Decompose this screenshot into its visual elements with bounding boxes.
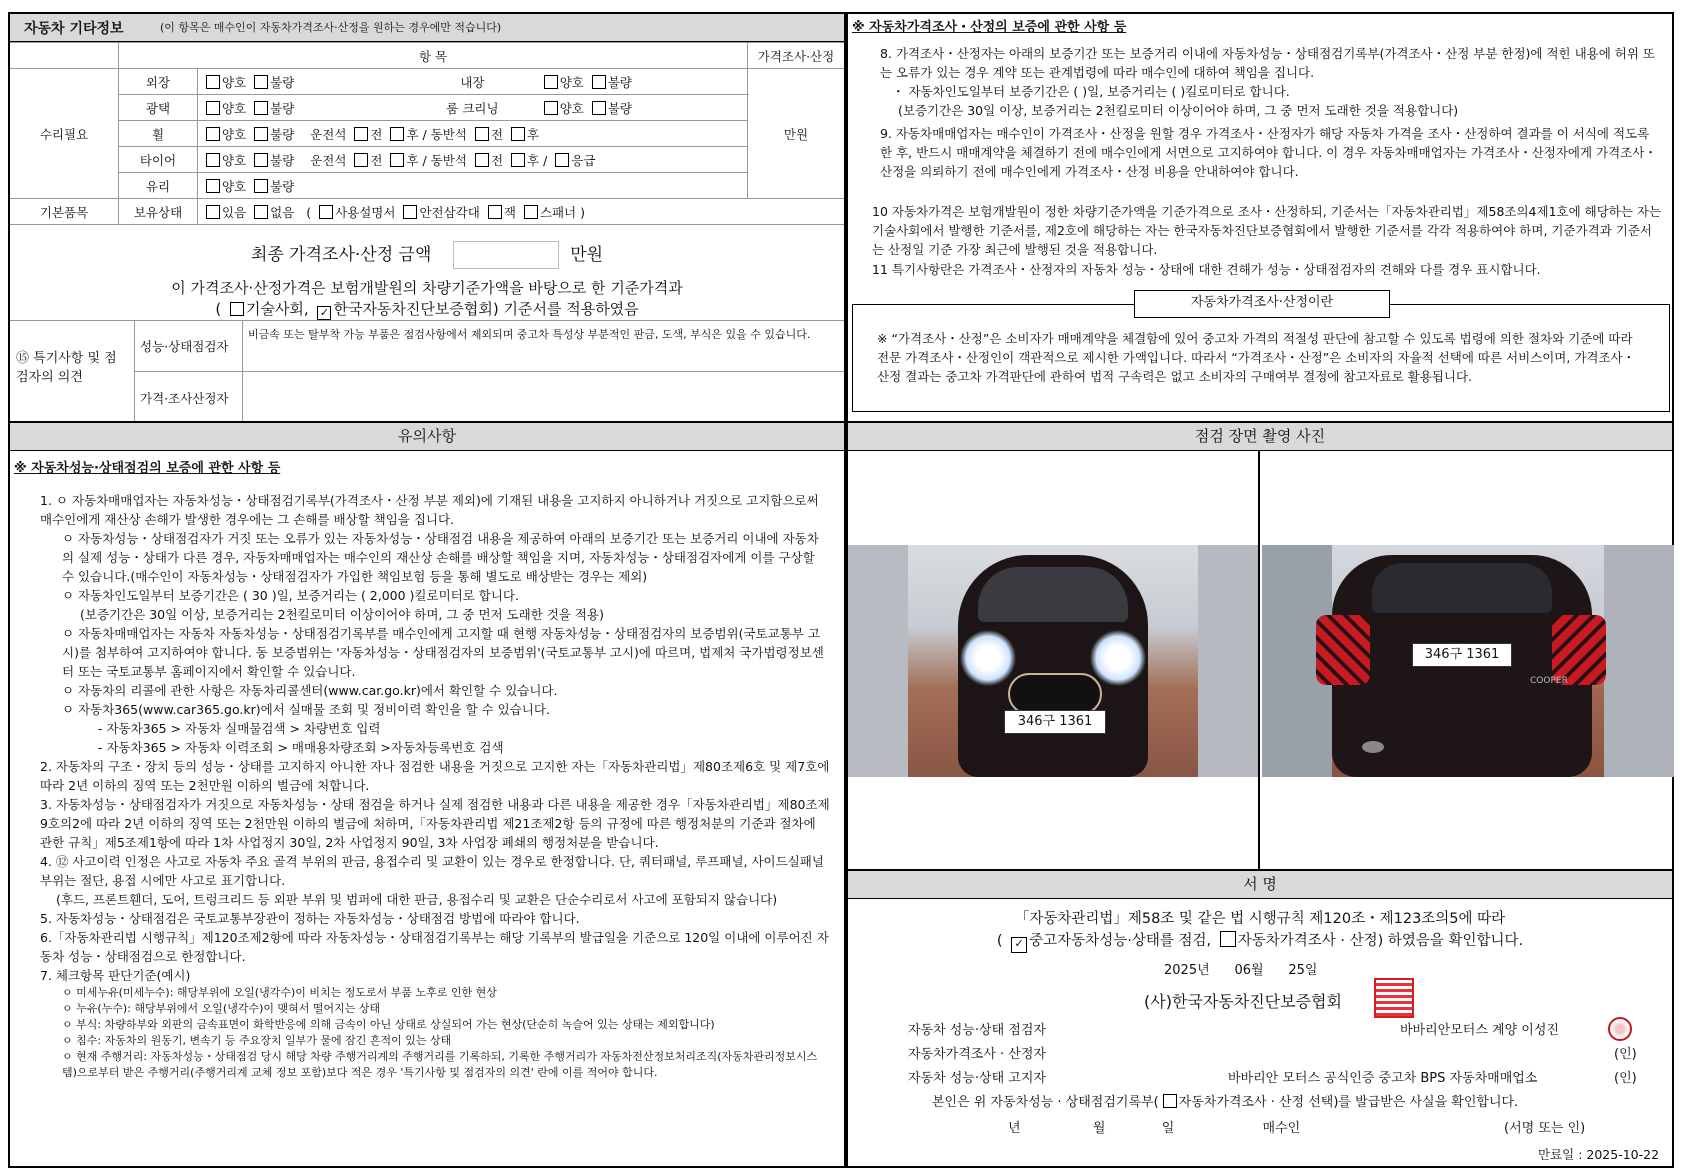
front-label: 전 [490,152,504,168]
note-1c: ㅇ 자동차인도일부터 보증기간은 ( 30 )일, 보증거리는 ( 2,000 )킬로미터로 합니다. [62,588,519,603]
tire-pass-rear-checkbox[interactable] [511,153,525,167]
wheel-driver-rear-checkbox[interactable] [390,127,404,141]
appraisal-heading: ※ 자동차가격조사・산정의 보증에 관한 사항 등 [852,20,1127,35]
wheel-pass-front-checkbox[interactable] [475,127,489,141]
sig-date [1164,961,1317,980]
spare-label: 응급 [571,152,596,168]
item-11: 11 특기사항란은 가격조사・산정자의 자동차 성능・상태에 대한 견해가 성능・상태점검자의 견해와 다를 경우 표시합니다. [872,262,1541,277]
opt-label: 불량 [607,74,633,90]
have-label: 있음 [222,204,247,220]
note-7: 7. 체크항목 판단기준(예시) [40,968,191,983]
note-2: 2. 자동차의 구조・장치 등의 성능・상태를 고지하지 아니한 자나 점검한 내용을 거짓으로 고지한 자는「자동차관리법」제80조제6호 및 제7호에 따라 2년 이하의 징역 또는 2천만원 이하의 벌금에 처합니다. [40,759,830,793]
opt-label: 불량 [607,100,633,116]
notes-panel [8,421,846,1168]
item-9: 9. 자동차매매업자는 매수인이 가격조사・산정을 원할 경우 가격조사・산정자가 해당 자동차 가격을 조사・산정하여 결과를 이 서식에 적도록 한 후, 반드시 매매계약을 체결하기 전에 매수인에게 서면으로 고지하여야 합니다. 이 경우 자동차매매업자는 가격조사・산정자에게 가격조사・산정을 의뢰하기 전에 매수인에게 가격조사・산정 비용을 안내하여야 합니다. [880,126,1657,179]
kaidia-checkbox[interactable]: ✓ [317,306,331,320]
repair-table: 항 목 가격조사·산정 수리필요 외장 양호 불량 내장 양호 불량 만원 광택 양호 불량 룸 크리닝 양호 불량 휠 양호 불량 운전석 전 후 / 동반석 전 후 타이어 양호 불량 운전석 전 후 / 동반석 전 후 / 응급 유리 양호 불량 기본품목 보유상태 있음 없음 ( 사용설명서 안전삼각대 잭 스패너 ) [10,42,844,225]
wheel-pass-rear-checkbox[interactable] [511,127,525,141]
appraisal-guarantee-panel [846,12,1674,423]
buyer-label: 매수인 [1262,1121,1301,1136]
item-8a: ・ 자동차인도일부터 보증기간은 ( )일, 보증거리는 ( )킬로미터로 합니다. [892,84,1290,99]
sig-r2-seal: (인) [1614,1047,1637,1062]
spanner-label: 스패너 [539,204,577,220]
note-3: 3. 자동차성능・상태점검자가 거짓으로 자동차성능・상태 점검을 하거나 실제 점검한 내용과 다른 내용을 제공한 경우「자동차관리법」제80조제9호의2에 따라 2년 이하의 징역 또는 2천만원 이하의 벌금에 처하며,「자동차관리법 제21조제2항 등의 규정에 따른 행정처분의 기준과 절차에 관한 규칙」제5조제1항에 따라 1차 사업정지 30일, 2차 사업정지 90일, 3차 사업장 폐쇄의 행정처분을 받습니다. [40,797,830,850]
panel-subtitle: (이 항목은 매수인이 자동차가격조사·산정을 원하는 경우에만 적습니다) [160,21,502,34]
panel-title-bar [10,14,844,42]
note-1c2: (보증기간은 30일 이상, 보증거리는 2천킬로미터 이상이어야 하며, 그 중 먼저 도래한 것을 적용) [80,607,604,622]
wheel-driver-front-checkbox[interactable] [354,127,368,141]
sig-r3-seal: (인) [1614,1071,1637,1086]
rear-plate-text: 346구 1361 [1424,647,1500,662]
basis-line1: 이 가격조사·산정가격은 보험개발원의 차량기준가액을 바탕으로 한 기준가격과 [171,279,683,297]
interior-bad-checkbox[interactable] [592,75,606,89]
notes-bar: 유의사항 [10,423,844,451]
tire-driver-front-checkbox[interactable] [354,153,368,167]
front-plate [1004,710,1106,734]
sig-year: 2025년 [1164,963,1210,978]
notes-body [40,491,830,1081]
tire-pass-front-checkbox[interactable] [475,153,489,167]
rear-label: 후 [527,126,540,142]
sig-confirm-a: 본인은 위 자동차성능 · 상태점검기록부( [932,1095,1159,1110]
item-8b: (보증기간은 30일 이상, 보증거리는 2천킬로미터 이상이어야 하며, 그 중 먼저 도래한 것을 적용합니다) [898,103,1459,118]
expiry-date: 만료일 : 2025-10-22 [1538,1147,1660,1162]
final-price-input[interactable] [453,241,559,269]
definition-text: ※ “가격조사・산정”은 소비자가 매매계약을 체결함에 있어 중고차 가격의 적절성 판단에 참고할 수 있도록 법령에 의한 절차와 기준에 따라 전문 가격조사・산정인이 객관적으로 제시한 가액입니다. 따라서 “가격조사・산정”은 소비자의 자율적 선택에 따른 서비스이며, 가격조사・산정 결과는 중고차 가격판단에 관하여 법적 구속력은 없고 소비자의 구매여부 결정에 참고자료로 활용됩니다. [877,331,1636,384]
blank-year: 년 [1008,1121,1021,1136]
row-exterior: 외장 [119,69,198,95]
rear-label: 후 [406,152,419,168]
note-1e: ㅇ 자동차의 리콜에 관한 사항은 자동차리콜센터(www.car.go.kr)에서 확인할 수 있습니다. [62,683,558,698]
driver-label: 운전석 [310,152,347,168]
front-plate-text: 346구 1361 [1017,714,1093,729]
sig-org: (사)한국자동차진단보증협회 [1144,992,1342,1011]
rear-badge: COOPER [1530,676,1568,686]
sig-r1-value: 바바리안모터스 계양 이성진 [1400,1023,1559,1038]
notes-heading: ※ 자동차성능·상태점검의 보증에 관한 사항 등 [14,461,281,476]
wheel-good-checkbox[interactable] [206,127,220,141]
org-seal-icon [1374,978,1414,1018]
sig-r3-value: 바바리안 모터스 공식인증 중고차 BPS 자동차매매업소 [1228,1071,1538,1086]
note-4b: (후드, 프론트휀더, 도어, 트렁크리드 등 외판 부위 및 범퍼에 대한 판금, 용접수리 및 교환은 단순수리로서 사고에 포함되지 않습니다) [56,892,778,907]
col-header: 항 목 [119,43,748,69]
opt-label: 양호 [559,74,584,90]
row-room-clean: 룸 크리닝 [409,95,536,121]
special-notes-area [10,320,844,422]
note-1d: ㅇ 자동차매매업자는 자동차 자동차성능・상태점검기록부를 매수인에게 고지할 때 현행 자동차성능・상태점검자의 보증범위(국토교통부 고시)를 첨부하여 고지하여야 합니다. 동 보증범위는 '자동차성능・상태점검자의 보증범위'(국토교통부 고시)에 따르며, 법제처 국가법령정보센터 또는 국토교통부 홈페이지에서 확인할 수 있습니다. [62,626,824,679]
jack-label: 잭 [503,204,516,220]
note-4: 4. ⑫ 사고이력 인정은 사고로 자동차 주요 골격 부위의 판금, 용접수리 및 교환이 있는 경우로 한정합니다. 단, 쿼터패널, 루프패널, 사이드실패널 부위는 절단, 용접 시에만 사고로 표기합니다. [40,854,824,888]
rear-label: 후 [406,126,419,142]
photos-bar: 점검 장면 촬영 사진 [848,423,1672,451]
note-1g: - 자동차365 > 자동차 실매물검색 > 차량번호 입력 [98,721,381,736]
opt-label: 양호 [559,100,584,116]
tire-spare-checkbox[interactable] [555,153,569,167]
gloss-bad-checkbox[interactable] [254,101,268,115]
rear-label: 후 [527,152,540,168]
sig-line2: ( ✓ 중고자동차성능·상태를 점검, 자동차가격조사 · 산정) 하였음을 확인합니다. [848,929,1672,953]
spanner-checkbox[interactable] [524,205,538,219]
opt-label: 불량 [270,178,295,194]
criteria-5: ㅇ 현재 주행거리: 자동차성능・상태점검 당시 해당 차량 주행거리계의 주행거리를 기록하되, 기록한 주행거리가 자동차전산정보처리조직(자동차관리정보시스템)으로부터 받은 주행거리(주행거리계 교체 정보 포함)보다 적은 경우 '특기사항 및 점검자의 의견' 란에 이를 적어야 합니다. [62,1050,818,1079]
inspector-seal-icon [1608,1017,1632,1041]
signature-bar: 서 명 [848,871,1672,899]
opt-label: 불량 [270,100,295,116]
used-car-check-checkbox[interactable]: ✓ [1011,937,1027,953]
price-appraisal-checkbox[interactable] [1220,931,1236,947]
appraiser-label: 가격·조사산정자 [140,391,229,406]
note-1f: ㅇ 자동차365(www.car365.go.kr)에서 실매물 조회 및 정비이력 확인을 할 수 있습니다. [62,702,550,717]
basic-label: 기본품목 [10,199,119,225]
criteria-3: ㅇ 부식: 차량하부와 외판의 금속표면이 화학반응에 의해 금속이 아닌 상태로 상실되어 가는 현상(단순히 녹슬어 있는 상태는 제외합니다) [62,1018,715,1031]
opt-label: 양호 [222,100,247,116]
room-bad-checkbox[interactable] [592,101,606,115]
final-price-unit: 만원 [570,245,604,265]
vehicle-other-info-panel [8,12,846,423]
signature-panel [846,869,1674,1168]
repair-label: 수리필요 [10,69,119,199]
triangle-checkbox[interactable] [403,205,417,219]
opt-label: 불량 [270,126,295,142]
sig-r2-label: 자동차가격조사 · 산정자 [908,1047,1046,1062]
photos-panel [846,421,1674,871]
jack-checkbox[interactable] [488,205,502,219]
panel-title: 자동차 기타정보 [24,21,124,37]
opt-label: 불량 [270,152,295,168]
glass-good-checkbox[interactable] [206,179,220,193]
front-label: 전 [370,126,383,142]
note-1h: - 자동차365 > 자동차 이력조회 > 매매용차량조회 >자동차등록번호 검색 [98,740,504,755]
item-8: 8. 가격조사・산정자는 아래의 보증기간 또는 보증거리 이내에 자동차성능・상태점검기록부(가격조사・산정 부분 한정)에 적힌 내용에 허위 또는 오류가 있는 경우 계약 또는 관계법령에 따라 매수인에 대하여 책임을 집니다. [880,46,1655,80]
rear-photo [1262,545,1674,777]
sig-confirm [932,1093,1518,1112]
sig-confirm-b: 자동차가격조사 · 산정 선택)를 발급받은 사실을 확인합니다. [1178,1095,1519,1110]
sig-line2b: 자동차가격조사 · 산정) 하였음을 확인합니다. [1237,933,1524,949]
opt-label: 양호 [222,74,247,90]
driver-label: 운전석 [310,126,347,142]
tire-good-checkbox[interactable] [206,153,220,167]
room-good-checkbox[interactable] [544,101,558,115]
row-gloss: 광택 [119,95,198,121]
row-interior: 내장 [409,69,536,95]
confirm-appraisal-checkbox[interactable] [1163,1094,1177,1108]
definition-box [852,304,1670,412]
tech-society-checkbox[interactable] [230,302,244,316]
front-label: 전 [370,152,383,168]
sig-day: 25일 [1288,963,1318,978]
col-price: 가격조사·산정 [748,43,845,69]
front-photo [848,545,1258,777]
sig-r1-label: 자동차 성능·상태 점검자 [908,1023,1046,1038]
final-price-row [10,240,844,269]
price-unit: 만원 [748,69,845,199]
criteria-4: ㅇ 침수: 자동차의 원동기, 변속기 등 주요장치 일부가 물에 잠긴 흔적이 있는 상태 [62,1034,452,1047]
criteria-2: ㅇ 누유(누수): 해당부위에서 오일(냉각수)이 맺혀서 떨어지는 상태 [62,1002,381,1015]
basis-line2b: 한국자동차진단보증협회) 기준서를 적용하였음 [333,300,639,318]
basis-line2: ( 기술사회, ✓ 한국자동차진단보증협회) 기준서를 적용하였음 [215,300,639,319]
manual-label: 사용설명서 [335,204,396,220]
gloss-good-checkbox[interactable] [206,101,220,115]
opt-label: 양호 [222,126,247,142]
sig-line1: 「자동차관리법」제58조 및 같은 법 시행규칙 제120조・제123조의5에 따라 [1014,911,1506,927]
exterior-bad-checkbox[interactable] [254,75,268,89]
opt-label: 불량 [270,74,295,90]
glass-bad-checkbox[interactable] [254,179,268,193]
manual-checkbox[interactable] [319,205,333,219]
front-label: 전 [490,126,504,142]
wheel-bad-checkbox[interactable] [254,127,268,141]
note-1b: ㅇ 자동차성능・상태점검자가 거짓 또는 오류가 있는 자동차성능・상태점검 내용을 제공하여 아래의 보증기간 또는 보증거리 이내에 자동차의 실제 성능・상태가 다른 경우, 자동차매매업자는 매수인의 재산상 손해를 배상할 책임을 지며, 자동차성능・상태점검자에게 이를 구상할 수 있습니다.(매수인이 자동차성능・상태점검자가 가입한 책임보험 등을 통해 별도로 배상받는 경우는 제외) [62,531,819,584]
row-status: 보유상태 [119,199,198,225]
final-price-label: 최종 가격조사·산정 금액 [250,245,432,265]
basic-none-checkbox[interactable] [254,205,268,219]
blank-day: 일 [1161,1121,1175,1136]
passenger-label: 동반석 [430,152,467,168]
inspector-label: 성능·상태점검자 [140,339,229,354]
sig-or-seal: (서명 또는 인) [1504,1121,1586,1136]
criteria-1: ㅇ 미세누유(미세누수): 해당부위에 오일(냉각수)이 비치는 정도로서 부품 노후로 인한 현상 [62,986,497,999]
note-6: 6.「자동차관리법 시행규칙」제120조제2항에 따라 자동차성능・상태점검기록부는 해당 기록부의 발급일을 기준으로 120일 이내에 이루어진 자동차 성능・상태점검으로 한정합니다. [40,930,829,964]
note-5: 5. 자동차성능・상태점검은 국토교통부장관이 정하는 자동차성능・상태점검 방법에 따라야 합니다. [40,911,580,926]
sig-month: 06월 [1234,963,1264,978]
basis-line2a: 기술사회, [245,300,309,318]
row-wheel: 휠 [119,121,198,147]
definition-title: 자동차가격조사·산정이란 [1134,290,1390,318]
sig-line2a: 중고자동차성능·상태를 점검, [1029,933,1212,949]
tire-bad-checkbox[interactable] [254,153,268,167]
basis-text [10,278,844,320]
note-1a: 1. ㅇ 자동차매매업자는 자동차성능・상태점검기록부(가격조사・산정 부분 제외)에 기재된 내용을 고지하지 아니하거나 거짓으로 고지함으로써 매수인에게 재산상 손해가 발생한 경우에는 그 손해를 배상할 책임을 집니다. [40,493,819,527]
inspector-text: 비금속 또는 탈부착 가능 부품은 점검사항에서 제외되며 중고차 특성상 부분적인 판금, 도색, 부식은 있을 수 있습니다. [248,328,811,341]
rear-plate [1412,643,1512,667]
blank-month: 월 [1092,1121,1106,1136]
sig-r3-label: 자동차 성능·상태 고지자 [908,1071,1046,1086]
triangle-label: 안전삼각대 [419,204,480,220]
row-tire: 타이어 [119,147,198,173]
item-10: 10 자동차가격은 보험개발원이 정한 차량기준가액을 기준가격으로 조사・산정하되, 기준서는「자동차관리법」제58조의4제1호에 해당하는 자는 기술사회에서 발행한 기준서를, 제2호에 해당하는 자는 한국자동차진단보증협회에서 발행한 기준서를 각각 적용하여야 하며, 기준가격과 기준서는 산정일 기준 가장 최근에 발행된 것을 적용합니다. [872,204,1662,257]
exterior-good-checkbox[interactable] [206,75,220,89]
interior-good-checkbox[interactable] [544,75,558,89]
opt-label: 양호 [222,178,247,194]
passenger-label: 동반석 [430,126,467,142]
opt-label: 양호 [222,152,247,168]
tire-driver-rear-checkbox[interactable] [390,153,404,167]
special-label: ⑮ 특기사항 및 점검자의 의견 [16,351,117,385]
basic-have-checkbox[interactable] [206,205,220,219]
sig-blank-date [1008,1119,1300,1138]
row-glass: 유리 [119,173,198,199]
none-label: 없음 [270,204,295,220]
